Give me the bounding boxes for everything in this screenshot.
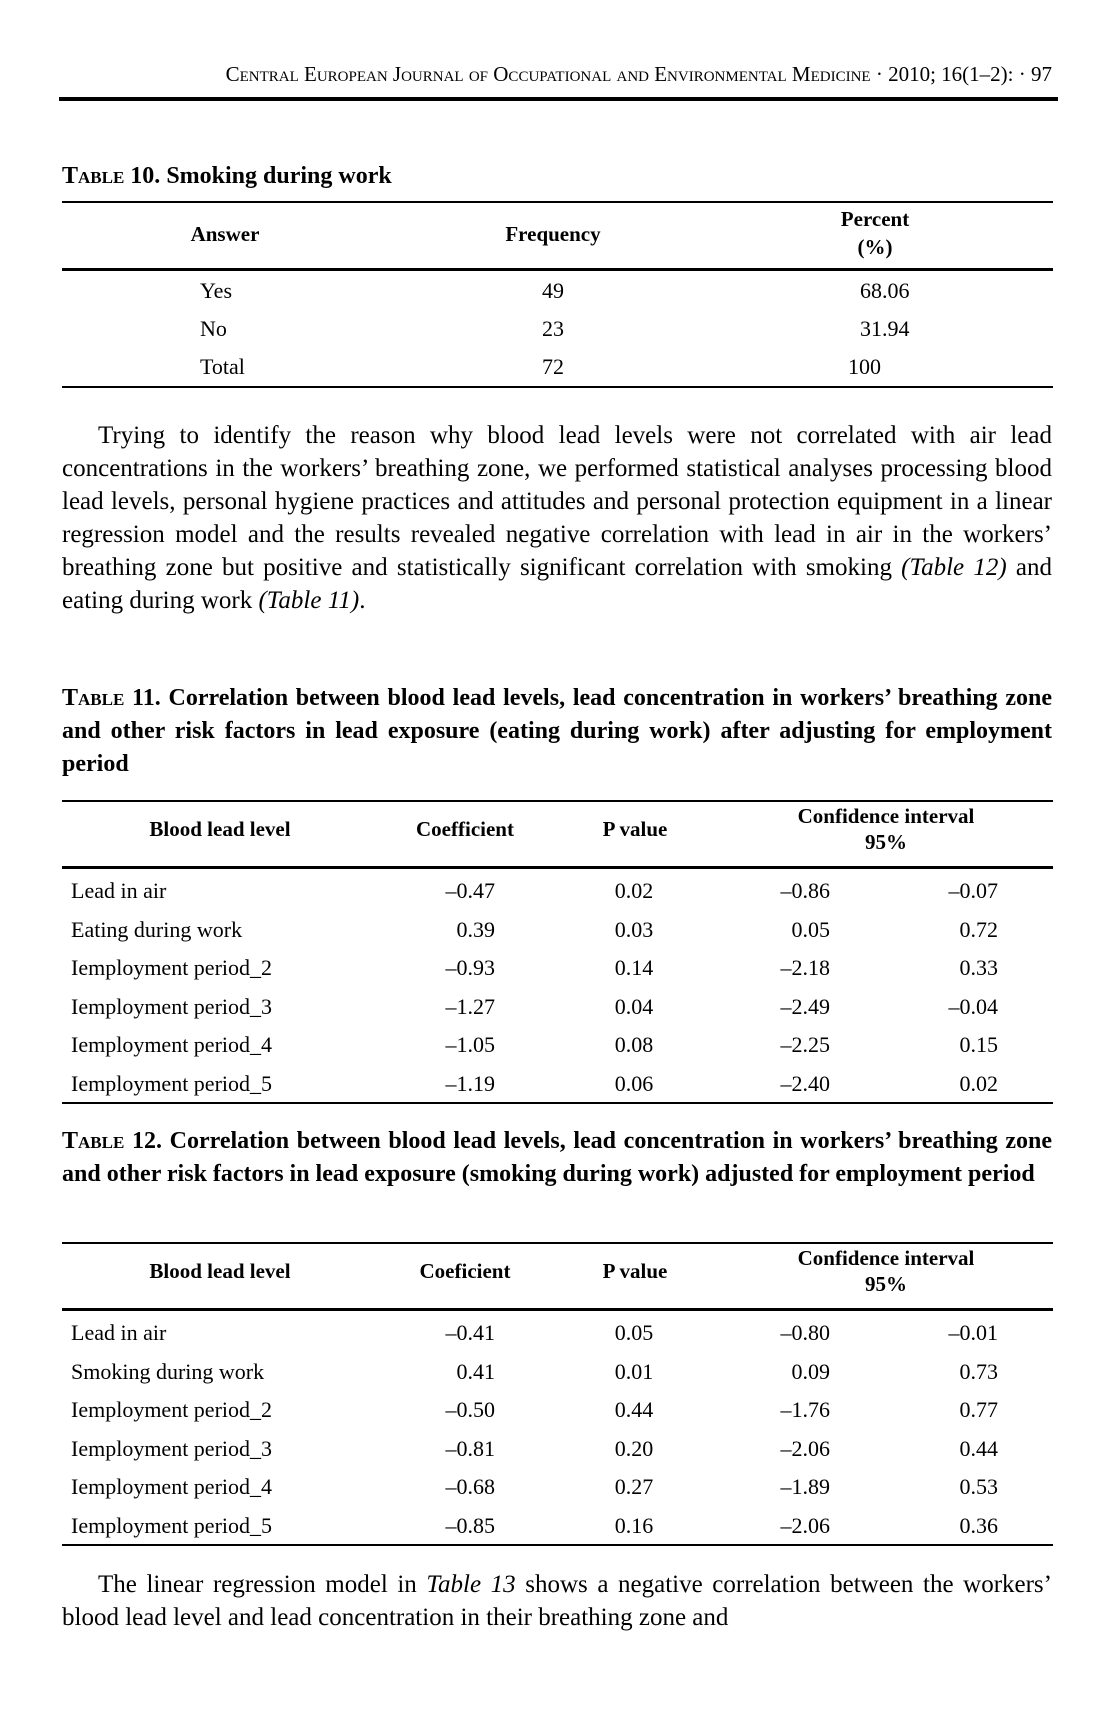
- paragraph-text: The linear regression model in: [98, 1571, 427, 1598]
- table11-cell-label: Lead in air: [71, 878, 167, 903]
- table11-cell-coefficient: –1.05: [445, 1032, 495, 1057]
- table11-cell-p-value: 0.04: [614, 994, 654, 1019]
- table12-cell-p-value: 0.27: [614, 1474, 654, 1499]
- table12-cell-ci-low: –2.06: [780, 1436, 830, 1461]
- table-reference: (Table 11): [258, 587, 360, 614]
- table11-cell-ci-low: –2.25: [780, 1032, 830, 1057]
- table12-cell-ci-high: 0.53: [959, 1474, 998, 1499]
- table11-title: Correlation between blood lead levels, lead concentration in workers’ breathing zone and other risk factors in lead exposure (eating during work) after adjusting for employment period: [62, 685, 1053, 777]
- table12-cell-ci-low: 0.09: [791, 1359, 830, 1384]
- table10-cell-answer: Total: [200, 354, 245, 379]
- table12-cell-ci-low: –1.89: [780, 1474, 830, 1499]
- table12-cell-coefficient: –0.41: [445, 1320, 495, 1345]
- table10-label: Table 10.: [62, 163, 161, 189]
- table10-cell-percent: 68.06: [860, 278, 910, 303]
- table12-label: Table 12.: [62, 1128, 162, 1154]
- table10-header-percent-unit: (%): [857, 235, 893, 259]
- table11-cell-p-value: 0.08: [614, 1032, 654, 1057]
- table11-cell-ci-high: 0.15: [959, 1032, 998, 1057]
- running-head: [62, 62, 1052, 87]
- table10-cell-frequency: 23: [542, 316, 564, 341]
- table10-header-rule: [62, 268, 1053, 271]
- paragraph-text: shows a negative correlation between the workers’ blood lead level and lead concentration in their breathing zone and: [62, 1571, 1052, 1631]
- table11-cell-ci-high: 0.02: [959, 1071, 998, 1096]
- table11-cell-label: Eating during work: [71, 917, 243, 942]
- table12-cell-p-value: 0.16: [614, 1513, 654, 1538]
- paragraph-text: and eating during work: [62, 554, 1052, 614]
- paragraph-text: Trying to identify the reason why blood lead levels were not correlated with air lead concentrations in the workers’ breathing zone, we performed statistical analyses processing blood lead levels, personal hygiene practices and attitudes and personal protection equipment in a linear regression model and the results revealed negative correlation with lead in air in the workers’ breathing zone but positive and statistically significant correlation with smoking: [62, 422, 1052, 581]
- table11-header-confidence-interval: Confidence interval: [797, 804, 975, 828]
- table10-header-percent: Percent: [840, 207, 910, 231]
- table11-caption: [62, 682, 1052, 781]
- table10-header-frequency: Frequency: [505, 222, 601, 246]
- table10-title: Smoking during work: [166, 163, 392, 189]
- table11-header-p-value: P value: [602, 817, 668, 841]
- table12-cell-coefficient: 0.41: [456, 1359, 495, 1384]
- table11-cell-label: Iemployment period_3: [71, 994, 273, 1019]
- table11-cell-ci-high: –0.04: [948, 994, 998, 1019]
- table12-cell-ci-low: –0.80: [780, 1320, 830, 1345]
- table12-header-blood-lead-level: Blood lead level: [149, 1259, 291, 1283]
- table12-caption: [62, 1125, 1052, 1191]
- table11-header-ci-95: 95%: [865, 830, 907, 854]
- table11-cell-ci-high: 0.72: [959, 917, 998, 942]
- body-paragraph-2: [62, 1568, 1052, 1634]
- table12-header-coefficient: Coeficient: [419, 1259, 511, 1283]
- table12-cell-label: Iemployment period_3: [71, 1436, 273, 1461]
- table12-cell-coefficient: –0.81: [445, 1436, 495, 1461]
- table12-cell-label: Iemployment period_4: [71, 1474, 273, 1499]
- table12-cell-label: Smoking during work: [71, 1359, 265, 1384]
- table12-title: Correlation between blood lead levels, lead concentration in workers’ breathing zone and other risk factors in lead exposure (smoking during work) adjusted for employment period: [62, 1128, 1053, 1187]
- table12-cell-p-value: 0.05: [614, 1320, 654, 1345]
- journal-name: Central European Journal of Occupational and Environmental Medicine: [225, 62, 871, 86]
- table12-top-rule: [62, 1242, 1053, 1244]
- table12-cell-ci-high: 0.36: [959, 1513, 998, 1538]
- table-reference: (Table 12): [901, 554, 1007, 581]
- table12-cell-label: Iemployment period_2: [71, 1397, 273, 1422]
- table12-cell-ci-low: –2.06: [780, 1513, 830, 1538]
- table11-header-coefficient: Coefficient: [416, 817, 514, 841]
- table12-cell-label: Lead in air: [71, 1320, 167, 1345]
- table11-cell-p-value: 0.14: [614, 955, 654, 980]
- table10-cell-answer: Yes: [200, 278, 233, 303]
- table12-cell-ci-high: 0.77: [959, 1397, 998, 1422]
- table11-cell-label: Iemployment period_2: [71, 955, 273, 980]
- table10-cell-frequency: 49: [542, 278, 564, 303]
- table10-cell-answer: No: [200, 316, 227, 341]
- table12-cell-coefficient: –0.68: [445, 1474, 495, 1499]
- table11-top-rule: [62, 800, 1053, 802]
- table11-cell-ci-low: 0.05: [791, 917, 830, 942]
- table10-cell-percent: 100: [848, 354, 881, 379]
- table11-cell-coefficient: –1.27: [445, 994, 495, 1019]
- table10-top-rule: [62, 201, 1053, 203]
- table11-header-rule: [62, 866, 1053, 869]
- table10-bottom-rule: [62, 386, 1053, 388]
- table11-cell-ci-low: –2.18: [780, 955, 830, 980]
- table12-cell-label: Iemployment period_5: [71, 1513, 273, 1538]
- table11-header-blood-lead-level: Blood lead level: [149, 817, 291, 841]
- table12-cell-coefficient: –0.50: [445, 1397, 495, 1422]
- table11-cell-p-value: 0.06: [614, 1071, 654, 1096]
- table12-header-confidence-interval: Confidence interval: [797, 1246, 975, 1270]
- table11-cell-coefficient: –0.47: [445, 878, 495, 903]
- table12-cell-ci-low: –1.76: [780, 1397, 830, 1422]
- table10-cell-percent: 31.94: [860, 316, 910, 341]
- table11-cell-label: Iemployment period_5: [71, 1071, 273, 1096]
- table12-cell-p-value: 0.01: [614, 1359, 654, 1384]
- table11-cell-coefficient: 0.39: [456, 917, 495, 942]
- body-paragraph-1: [62, 419, 1052, 617]
- table-reference: Table 13: [426, 1571, 516, 1598]
- table10-cell-frequency: 72: [542, 354, 564, 379]
- table12-cell-p-value: 0.44: [614, 1397, 654, 1422]
- table12-bottom-rule: [62, 1544, 1053, 1546]
- table12-cell-ci-high: 0.73: [959, 1359, 998, 1384]
- table11-bottom-rule: [62, 1102, 1053, 1104]
- table11-cell-ci-high: –0.07: [948, 878, 998, 903]
- table11-cell-p-value: 0.03: [614, 917, 654, 942]
- paragraph-text: .: [359, 587, 366, 614]
- table11-cell-p-value: 0.02: [614, 878, 654, 903]
- header-rule: [59, 97, 1058, 101]
- table12-cell-ci-high: –0.01: [948, 1320, 998, 1345]
- table11-cell-ci-low: –2.49: [780, 994, 830, 1019]
- table12-header-rule: [62, 1308, 1053, 1311]
- table11-cell-coefficient: –1.19: [445, 1071, 495, 1096]
- citation: · 2010; 16(1–2): · 97: [870, 62, 1052, 86]
- table11-cell-label: Iemployment period_4: [71, 1032, 273, 1057]
- table12-cell-coefficient: –0.85: [445, 1513, 495, 1538]
- table10-caption: [62, 160, 1052, 193]
- table12-header-ci-95: 95%: [865, 1272, 907, 1296]
- table11-cell-ci-low: –2.40: [780, 1071, 830, 1096]
- table11-cell-ci-low: –0.86: [780, 878, 830, 903]
- table11-cell-coefficient: –0.93: [445, 955, 495, 980]
- table12-cell-ci-high: 0.44: [959, 1436, 998, 1461]
- table12-header-p-value: P value: [602, 1259, 668, 1283]
- table11-label: Table 11.: [62, 685, 161, 711]
- table10-header-answer: Answer: [190, 222, 260, 246]
- table11-cell-ci-high: 0.33: [959, 955, 998, 980]
- table12-cell-p-value: 0.20: [614, 1436, 654, 1461]
